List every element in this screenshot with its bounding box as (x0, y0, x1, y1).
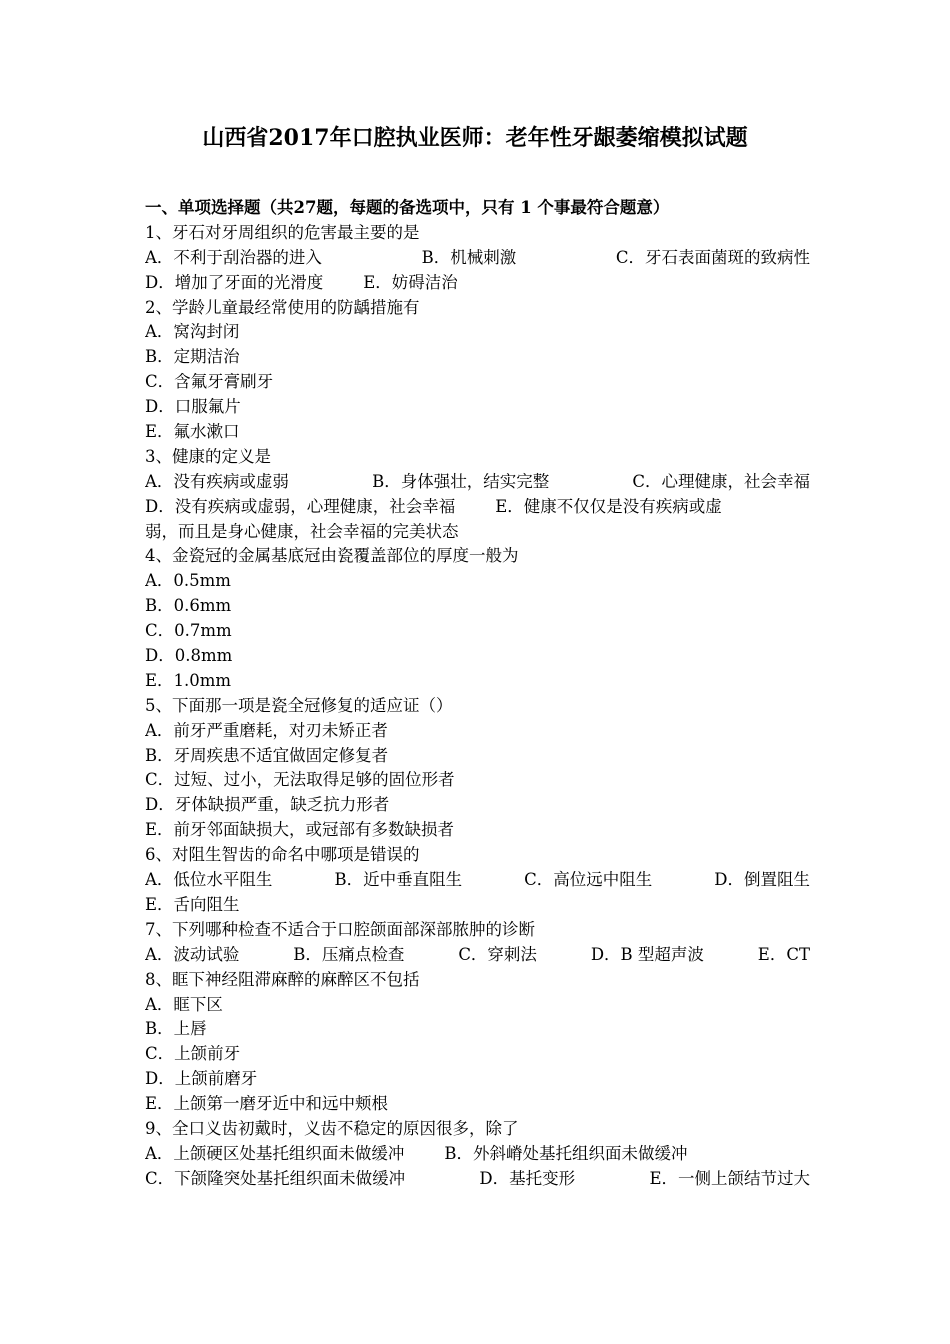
option-row (145, 271, 810, 296)
option-text: B．压痛点检查 (293, 944, 405, 964)
option-row (145, 768, 810, 793)
option-text: D．上颌前磨牙 (145, 1069, 258, 1089)
option-text: C．0.7mm (145, 621, 232, 641)
option-text: B．上唇 (145, 1019, 207, 1039)
option-text: E．一侧上颌结节过大 (649, 1168, 810, 1188)
option-row (145, 1017, 810, 1042)
option-text: A．波动试验 (145, 944, 240, 964)
option-text: B．定期洁治 (145, 347, 240, 367)
question-stem: 4、金瓷冠的金属基底冠由瓷覆盖部位的厚度一般为 (145, 546, 519, 566)
option-text: A．前牙严重磨耗，对刃未矫正者 (145, 720, 388, 740)
option-row (145, 1042, 810, 1067)
option-text: B．牙周疾患不适宜做固定修复者 (145, 745, 389, 765)
option-row (145, 943, 810, 968)
option-text: E．妨碍洁治 (363, 272, 458, 292)
option-row (145, 1067, 810, 1092)
option-text: E．氟水漱口 (145, 422, 240, 442)
option-text: B．0.6mm (145, 596, 232, 616)
question-stem: 7、下列哪种检查不适合于口腔颌面部深部脓肿的诊断 (145, 919, 535, 939)
question-stem: 9、全口义齿初戴时，义齿不稳定的原因很多，除了 (145, 1118, 519, 1138)
option-row (145, 520, 810, 545)
option-row (145, 793, 810, 818)
option-text: A．眶下区 (145, 994, 223, 1014)
option-text: C．含氟牙膏刷牙 (145, 372, 274, 392)
option-row (145, 993, 810, 1018)
option-text: D．倒置阻生 (714, 870, 810, 890)
option-row (145, 370, 810, 395)
option-row (145, 594, 810, 619)
option-row (145, 1167, 810, 1192)
option-text: A．窝沟封闭 (145, 322, 240, 342)
document-body (145, 196, 810, 1192)
option-text: D．牙体缺损严重，缺乏抗力形者 (145, 795, 390, 815)
option-text: A．不利于刮治器的进入 (145, 247, 322, 267)
option-text: D．B 型超声波 (590, 944, 704, 964)
option-text: B．外斜嵴处基托组织面未做缓冲 (444, 1143, 688, 1163)
document-title: 山西省2017年口腔执业医师：老年性牙龈萎缩模拟试题 (202, 125, 748, 151)
section-heading: 一、单项选择题（共27题，每题的备选项中，只有 1 个事最符合题意） (145, 198, 670, 217)
option-row (145, 669, 810, 694)
option-row (145, 868, 810, 893)
option-text: E．前牙邻面缺损大，或冠部有多数缺损者 (145, 820, 455, 840)
option-text: C．下颌隆突处基托组织面未做缓冲 (145, 1168, 406, 1188)
option-row (145, 345, 810, 370)
option-row (145, 569, 810, 594)
option-text: D．口服氟片 (145, 397, 241, 417)
option-text: D．增加了牙面的光滑度 (145, 272, 324, 292)
question-stem: 3、健康的定义是 (145, 446, 271, 466)
option-text: E．健康不仅仅是没有疾病或虚 (495, 496, 722, 516)
option-row (145, 320, 810, 345)
option-text: A．没有疾病或虚弱 (145, 471, 289, 491)
option-text: C．心理健康，社会幸福 (632, 471, 810, 491)
option-row (145, 246, 810, 271)
question-stem: 2、学龄儿童最经常使用的防龋措施有 (145, 297, 420, 317)
option-row (145, 644, 810, 669)
option-text: A．低位水平阻生 (145, 870, 273, 890)
option-row (145, 744, 810, 769)
option-row (145, 1092, 810, 1117)
option-text: B．机械刺激 (421, 247, 517, 267)
option-row (145, 719, 810, 744)
option-row (145, 395, 810, 420)
option-row (145, 495, 810, 520)
option-row (145, 893, 810, 918)
question-stem: 6、对阻生智齿的命名中哪项是错误的 (145, 845, 420, 865)
option-text: A．0.5mm (145, 571, 231, 591)
question-stem: 1、牙石对牙周组织的危害最主要的是 (145, 222, 420, 242)
option-text: C．过短、过小，无法取得足够的固位形者 (145, 770, 455, 790)
option-text: C．牙石表面菌斑的致病性 (615, 247, 810, 267)
option-row (145, 818, 810, 843)
option-text: D．基托变形 (479, 1168, 576, 1188)
option-text: 弱，而且是身心健康，社会幸福的完美状态 (145, 521, 459, 541)
question-stem: 8、眶下神经阻滞麻醉的麻醉区不包括 (145, 969, 420, 989)
option-text: E．上颌第一磨牙近中和远中颊根 (145, 1094, 389, 1114)
option-text: E．1.0mm (145, 670, 232, 690)
option-text: E．CT (757, 944, 810, 964)
option-text: B．近中垂直阻生 (334, 870, 463, 890)
question-stem: 5、下面那一项是瓷全冠修复的适应证（） (145, 695, 453, 715)
option-text: D．没有疾病或虚弱，心理健康，社会幸福 (145, 496, 456, 516)
option-text: C．高位远中阻生 (524, 870, 653, 890)
option-text: E．舌向阻生 (145, 894, 240, 914)
option-text: C．穿刺法 (458, 944, 537, 964)
option-text: B．身体强壮，结实完整 (372, 471, 550, 491)
option-row (145, 470, 810, 495)
option-text: D．0.8mm (145, 646, 233, 666)
option-row (145, 420, 810, 445)
option-row (145, 1142, 810, 1167)
option-text: C．上颌前牙 (145, 1044, 241, 1064)
option-row (145, 619, 810, 644)
option-text: A．上颌硬区处基托组织面未做缓冲 (145, 1143, 405, 1163)
